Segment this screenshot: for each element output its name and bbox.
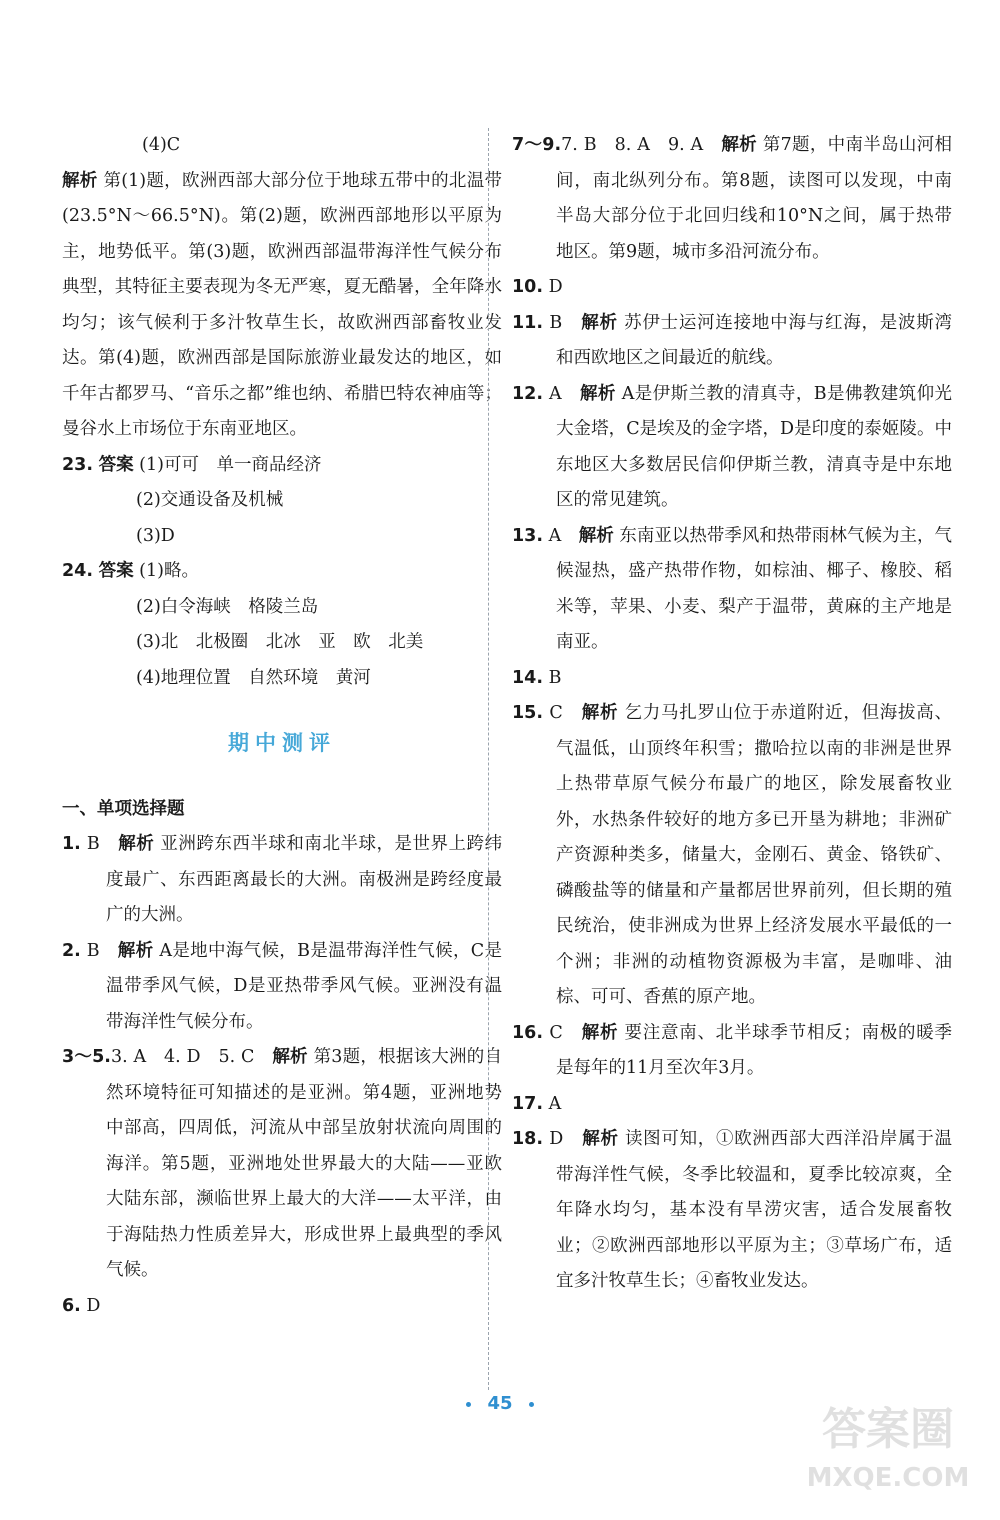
answer: B bbox=[549, 312, 563, 333]
q22-analysis bbox=[62, 164, 502, 448]
question-number: 14. bbox=[512, 667, 544, 688]
answer-label: 答案 bbox=[98, 454, 134, 475]
analysis-text: A是地中海气候，B是温带海洋性气候，C是温带季风气候，D是亚热带季风气候。亚洲没有温带海洋性气候分布。 bbox=[106, 940, 503, 1032]
analysis-label: 解析 bbox=[579, 383, 616, 404]
dot-icon bbox=[529, 1402, 534, 1407]
question-number: 15. bbox=[512, 703, 544, 723]
q14-item bbox=[512, 661, 952, 697]
question-number: 12. bbox=[512, 383, 544, 404]
analysis-label: 解析 bbox=[62, 170, 98, 191]
analysis-label: 解析 bbox=[582, 1129, 619, 1149]
question-number: 11. bbox=[512, 312, 544, 333]
q1-item bbox=[62, 827, 502, 934]
answer: A bbox=[548, 383, 562, 404]
q23-part2: (2)交通设备及机械 bbox=[136, 490, 284, 510]
answer: A bbox=[548, 525, 562, 546]
analysis-text: 东南亚以热带季风和热带雨林气候为主，气候湿热，盛产热带作物，如棕油、椰子、橡胶、稻米等，苹果、小麦、梨产于温带，黄麻的主产地是南亚。 bbox=[556, 525, 952, 652]
analysis-text: 第3题，根据该大洲的自然环境特征可知描述的是亚洲。第4题，亚洲地势中部高，四周低，河流从中部呈放射状流向周围的海洋。第5题，亚洲地处世界最大的大陆——亚欧大陆东部，濒临世界上最大的大洋——太平洋，由于海陆热力性质差异大，形成世界上最典型的季风气候。 bbox=[106, 1047, 502, 1280]
q23-part3: (3)D bbox=[136, 525, 175, 546]
q3-5-item bbox=[62, 1040, 502, 1289]
watermark-url: MXQE.COM bbox=[806, 1463, 970, 1493]
answer: B bbox=[86, 940, 100, 961]
answer: C bbox=[549, 1022, 563, 1043]
question-number: 17. bbox=[512, 1093, 544, 1114]
question-number: 1. bbox=[62, 834, 81, 854]
q6-item bbox=[62, 1289, 502, 1325]
left-column bbox=[62, 128, 502, 1324]
analysis-text: 第7题，中南半岛山河相间，南北纵列分布。第8题，读图可以发现，中南半岛大部分位于北回归线和10°N之间，属于热带地区。第9题，城市多沿河流分布。 bbox=[556, 135, 953, 262]
analysis-label: 解析 bbox=[581, 703, 619, 723]
answer-label: 答案 bbox=[98, 561, 134, 581]
question-number: 18. bbox=[512, 1129, 544, 1149]
question-number: 16. bbox=[512, 1022, 544, 1043]
dot-icon bbox=[466, 1402, 471, 1407]
analysis-label: 解析 bbox=[117, 940, 154, 961]
right-column bbox=[512, 128, 952, 1300]
q13-item bbox=[512, 519, 952, 661]
analysis-text: A是伊斯兰教的清真寺，B是佛教建筑仰光大金塔，C是埃及的金字塔，D是印度的泰姬陵。中东地区大多数居民信仰伊斯兰教，清真寺是中东地区的常见建筑。 bbox=[556, 383, 952, 510]
q24-part2: (2)白令海峡 格陵兰岛 bbox=[136, 596, 319, 617]
page-number-text: 45 bbox=[487, 1393, 513, 1414]
answer: 7. B 8. A 9. A bbox=[561, 135, 704, 155]
answer: B bbox=[548, 667, 562, 688]
analysis-text: 乞力马扎罗山位于赤道附近，但海拔高、气温低，山顶终年积雪；撒哈拉以南的非洲是世界上热带草原气候分布最广的地区，除发展畜牧业外，水热条件较好的地方多已开垦为耕地；非洲矿产资源种类多，储量大，金刚石、黄金、铬铁矿、磷酸盐等的储量和产量都居世界前列，但长期的殖民统治，使非洲成为世界上经济发展水平最低的一个洲；非洲的动植物资源极为丰富，是咖啡、油棕、可可、香蕉的原产地。 bbox=[556, 703, 953, 1007]
q22-part4: (4)C bbox=[142, 135, 181, 155]
answer: B bbox=[86, 834, 100, 854]
q10-item bbox=[512, 270, 952, 306]
watermark-text: 答案圈 bbox=[822, 1404, 954, 1455]
q23-answer bbox=[62, 448, 502, 484]
answer: C bbox=[549, 703, 563, 723]
watermark-logo bbox=[798, 1382, 978, 1502]
analysis-label: 解析 bbox=[581, 1022, 619, 1043]
q18-item bbox=[512, 1122, 952, 1300]
analysis-text: 苏伊士运河连接地中海与红海，是波斯湾和西欧地区之间最近的航线。 bbox=[556, 312, 953, 368]
column-divider bbox=[488, 128, 489, 1390]
question-number: 13. bbox=[512, 525, 544, 546]
analysis-label: 解析 bbox=[721, 135, 757, 155]
question-number: 24. bbox=[62, 561, 94, 581]
question-number: 7～9. bbox=[512, 135, 562, 155]
section-title: 期中测评 bbox=[228, 731, 336, 755]
q12-item bbox=[512, 377, 952, 519]
section-heading: 一、单项选择题 bbox=[62, 798, 185, 819]
analysis-label: 解析 bbox=[578, 525, 614, 546]
answer: D bbox=[548, 277, 563, 297]
q2-item bbox=[62, 934, 502, 1041]
q15-item bbox=[512, 696, 952, 1016]
question-number: 6. bbox=[62, 1295, 81, 1316]
answer: A bbox=[548, 1093, 562, 1114]
q11-item bbox=[512, 306, 952, 377]
analysis-label: 解析 bbox=[118, 834, 155, 854]
analysis-label: 解析 bbox=[581, 312, 618, 333]
q7-9-item bbox=[512, 128, 952, 270]
analysis-text: 读图可知，①欧洲西部大西洋沿岸属于温带海洋性气候，冬季比较温和，夏季比较凉爽，全年降水均匀，基本没有旱涝灾害，适合发展畜牧业；②欧洲西部地形以平原为主；③草场广布，适宜多汁牧草生长；④畜牧业发达。 bbox=[556, 1129, 952, 1291]
q24-answer bbox=[62, 554, 502, 590]
question-number: 10. bbox=[512, 277, 544, 297]
analysis-label: 解析 bbox=[272, 1047, 308, 1067]
answer: D bbox=[86, 1295, 101, 1316]
answer-part: (1)略。 bbox=[139, 561, 199, 581]
q17-item bbox=[512, 1087, 952, 1123]
q24-part3: (3)北 北极圈 北冰 亚 欧 北美 bbox=[136, 632, 424, 652]
question-number: 2. bbox=[62, 940, 81, 961]
question-number: 3～5. bbox=[62, 1047, 111, 1067]
answer: 3. A 4. D 5. C bbox=[110, 1047, 255, 1067]
q24-part4: (4)地理位置 自然环境 黄河 bbox=[136, 667, 371, 688]
answer-part: (1)可可 单一商品经济 bbox=[139, 454, 322, 475]
analysis-text: 亚洲跨东西半球和南北半球，是世界上跨纬度最广、东西距离最长的大洲。南极洲是跨经度最广的大洲。 bbox=[106, 834, 502, 925]
answer: D bbox=[549, 1129, 564, 1149]
analysis-text: 第(1)题，欧洲西部大部分位于地球五带中的北温带(23.5°N～66.5°N)。第(2)题，欧洲西部地形以平原为主，地势低平。第(3)题，欧洲西部温带海洋性气候分布典型，其特征主要表现为冬无严寒，夏无酷暑，全年降水均匀；该气候利于多汁牧草生长，故欧洲西部畜牧业发达。第(4)题，欧洲西部是国际旅游业最发达的地区，如千年古都罗马、“音乐之都”维也纳、希腊巴特农神庙等；曼谷水上市场位于东南亚地区。 bbox=[62, 170, 502, 439]
analysis-text: 要注意南、北半球季节相反；南极的暖季是每年的11月至次年3月。 bbox=[556, 1022, 953, 1078]
q16-item bbox=[512, 1016, 952, 1087]
question-number: 23. bbox=[62, 454, 94, 475]
